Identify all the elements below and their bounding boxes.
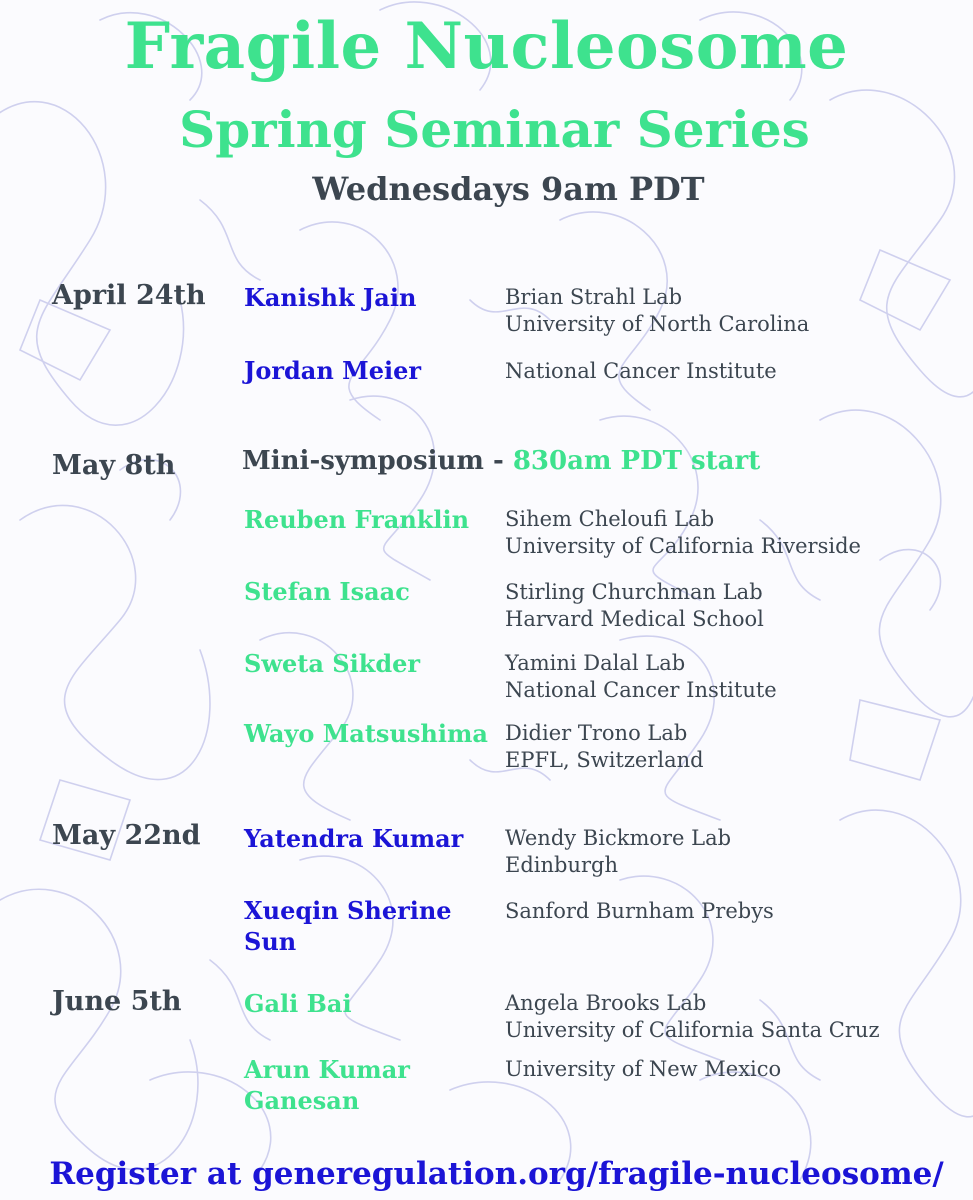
schedule-time: Wednesdays 9am PDT	[312, 170, 705, 208]
speaker-name: Stefan Isaac	[244, 577, 410, 606]
speaker-name: Sweta Sikder	[244, 649, 421, 678]
session-date: May 8th	[52, 450, 176, 481]
speaker-name: Jordan Meier	[244, 356, 422, 385]
speaker-name: Yatendra Kumar	[244, 824, 464, 853]
speaker-affiliation: Angela Brooks Lab University of California Santa Cruz	[505, 991, 880, 1042]
speaker-affiliation: Stirling Churchman Lab Harvard Medical School	[505, 580, 764, 631]
mini-symposium-note: Mini-symposium - 830am PDT start	[242, 446, 761, 476]
speaker-name: Kanishk Jain	[244, 283, 417, 312]
speaker-name: Xueqin Sherine Sun	[244, 896, 452, 956]
speaker-name: Arun Kumar Ganesan	[244, 1055, 410, 1115]
speaker-name: Gali Bai	[244, 989, 352, 1018]
speaker-affiliation: National Cancer Institute	[505, 359, 777, 383]
speaker-affiliation: Sihem Cheloufi Lab University of California Riverside	[505, 507, 861, 558]
session-date: June 5th	[52, 986, 182, 1017]
speaker-affiliation: Wendy Bickmore Lab Edinburgh	[505, 826, 732, 877]
speaker-affiliation: Yamini Dalal Lab National Cancer Institute	[505, 651, 777, 702]
session-date: April 24th	[52, 280, 206, 311]
speaker-affiliation: Didier Trono Lab EPFL, Switzerland	[505, 721, 704, 772]
poster-title: Fragile Nucleosome	[124, 9, 849, 84]
session-date: May 22nd	[52, 820, 201, 851]
speaker-affiliation: Sanford Burnham Prebys	[505, 899, 774, 923]
speaker-name: Reuben Franklin	[244, 505, 470, 534]
register-link[interactable]: Register at generegulation.org/fragile-nucleosome/	[49, 1156, 944, 1192]
poster-subtitle: Spring Seminar Series	[179, 100, 810, 159]
speaker-affiliation: University of New Mexico	[505, 1057, 782, 1081]
speaker-affiliation: Brian Strahl Lab University of North Carolina	[505, 285, 810, 336]
speaker-name: Wayo Matsushima	[244, 719, 488, 748]
